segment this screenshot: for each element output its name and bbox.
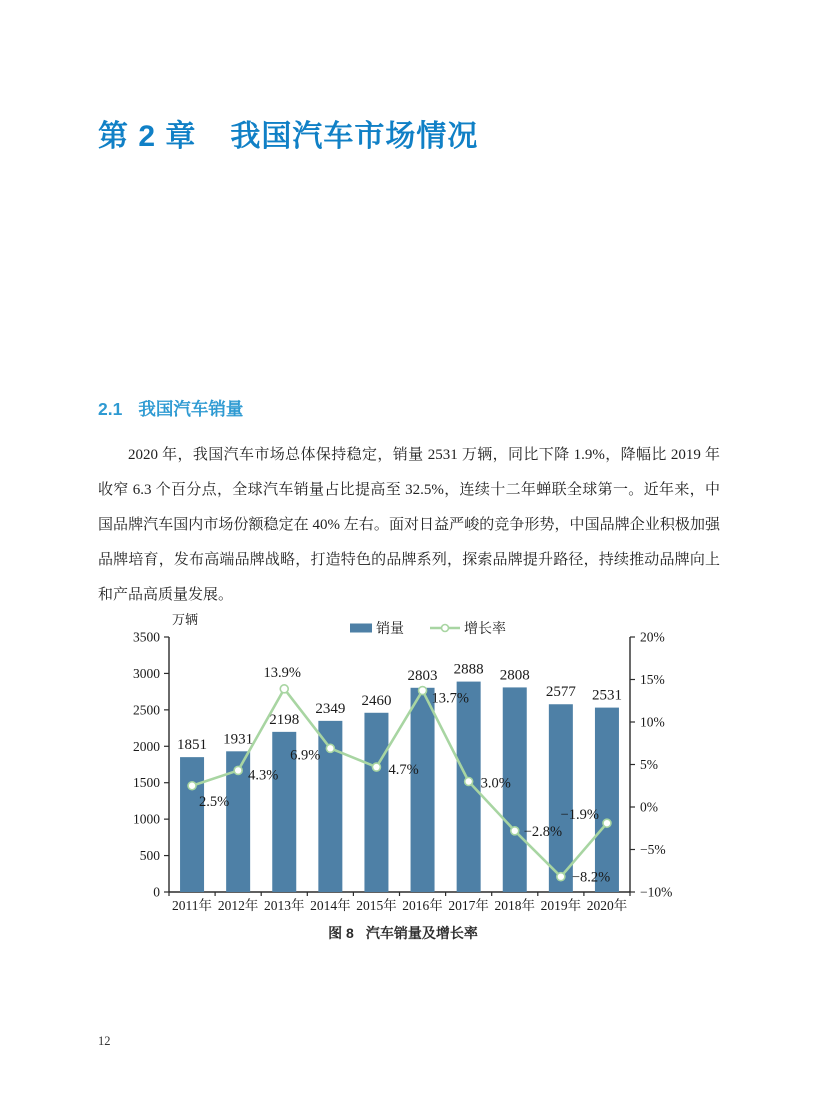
figure-caption-text: 汽车销量及增长率	[365, 925, 478, 941]
growth-point-marker	[372, 763, 380, 771]
x-axis-category-label: 2011年	[172, 898, 213, 913]
growth-value-label: 13.7%	[431, 690, 470, 707]
body-paragraph: 2020 年，我国汽车市场总体保持稳定，销量 2531 万辆，同比下降 1.9%，降幅比 2019 年收窄 6.3 个百分点，全球汽车销量占比提高至 32.5%，连续十二年蝉联全球第一。近年来，中国品牌汽车国内市场份额稳定在 40% 左右。面对日益严峻的竞争形势，中国品牌企业积极加强品牌培育，发布高端品牌战略，打造特色的品牌系列，探索品牌提升路径，持续推动品牌向上和产品高质量发展。	[98, 447, 720, 603]
sales-bar	[457, 682, 481, 892]
chapter-title	[98, 118, 478, 156]
bar-value-label: 2531	[591, 687, 622, 704]
section-title-text: 我国汽车销量	[138, 399, 244, 419]
growth-value-label: 2.5%	[199, 793, 230, 810]
right-axis-tick-label: 10%	[640, 714, 665, 730]
growth-point-marker	[234, 766, 242, 774]
left-axis-tick-label: 2000	[133, 738, 160, 754]
right-axis-tick-label: −10%	[640, 884, 673, 900]
legend-sales-label: 销量	[376, 622, 404, 637]
growth-point-marker	[603, 819, 611, 827]
x-axis-category-label: 2018年	[494, 898, 535, 913]
growth-value-label: −8.2%	[571, 869, 611, 886]
left-axis-tick-label: 3500	[133, 629, 160, 645]
bar-value-label: 2198	[269, 711, 300, 728]
sales-chart-figure	[120, 606, 686, 943]
sales-bar	[595, 708, 619, 892]
chapter-title-text: 我国汽车市场情况	[230, 120, 479, 153]
growth-point-marker	[511, 827, 519, 835]
growth-value-label: 6.9%	[290, 747, 321, 764]
bar-value-label: 2577	[545, 684, 576, 701]
growth-value-label: 13.9%	[263, 664, 301, 681]
section-heading	[98, 397, 243, 421]
right-axis-tick-label: −5%	[640, 842, 666, 857]
sales-bar	[549, 704, 573, 892]
chapter-number: 第 2 章	[98, 120, 197, 153]
growth-value-label: 3.0%	[480, 775, 511, 792]
figure-caption-number: 图 8	[328, 925, 354, 941]
right-axis-tick-label: 5%	[640, 757, 658, 772]
left-axis-tick-label: 3000	[133, 665, 160, 681]
x-axis-category-label: 2013年	[264, 898, 305, 913]
figure-caption	[120, 923, 686, 943]
growth-value-label: 4.7%	[388, 762, 419, 779]
bar-value-label: 2349	[315, 700, 346, 717]
sales-bar	[411, 688, 435, 892]
growth-point-marker	[326, 744, 334, 752]
growth-point-marker	[557, 873, 565, 881]
left-axis-tick-label: 1000	[133, 811, 160, 827]
growth-value-label: −2.8%	[523, 823, 563, 840]
x-axis-category-label: 2015年	[356, 898, 397, 913]
x-axis-category-label: 2020年	[586, 898, 628, 913]
sales-bar	[364, 713, 388, 892]
left-axis-tick-label: 2500	[133, 702, 160, 718]
legend-line-marker	[442, 625, 449, 632]
page-number: 12	[98, 1034, 111, 1048]
bar-value-label: 1851	[177, 737, 208, 754]
left-axis-tick-label: 0	[153, 884, 160, 900]
growth-point-marker	[419, 687, 427, 695]
left-axis-tick-label: 500	[139, 848, 160, 864]
sales-growth-chart	[120, 606, 686, 920]
right-axis-tick-label: 15%	[640, 672, 665, 687]
right-axis-tick-label: 20%	[640, 629, 665, 645]
growth-point-marker	[280, 685, 288, 693]
bar-value-label: 2888	[453, 661, 484, 678]
bar-value-label: 2460	[361, 692, 392, 709]
right-axis-tick-label: 0%	[640, 799, 658, 815]
bar-value-label: 2808	[499, 667, 530, 684]
x-axis-category-label: 2014年	[310, 898, 351, 913]
growth-value-label: −1.9%	[560, 807, 599, 824]
legend-bar-swatch	[350, 624, 372, 633]
left-axis-unit-label: 万辆	[172, 612, 199, 627]
x-axis-category-label: 2017年	[448, 898, 489, 913]
x-axis-category-label: 2016年	[402, 898, 443, 913]
growth-point-marker	[188, 782, 196, 790]
sales-bar	[180, 757, 204, 892]
x-axis-category-label: 2019年	[540, 898, 582, 913]
growth-value-label: 4.3%	[248, 767, 279, 784]
bar-value-label: 1931	[223, 731, 254, 748]
bar-value-label: 2803	[407, 667, 438, 684]
x-axis-category-label: 2012年	[217, 898, 259, 913]
legend-growth-label: 增长率	[464, 622, 506, 637]
growth-point-marker	[465, 778, 473, 786]
left-axis-tick-label: 1500	[133, 775, 160, 791]
section-number: 2.1	[98, 399, 123, 419]
